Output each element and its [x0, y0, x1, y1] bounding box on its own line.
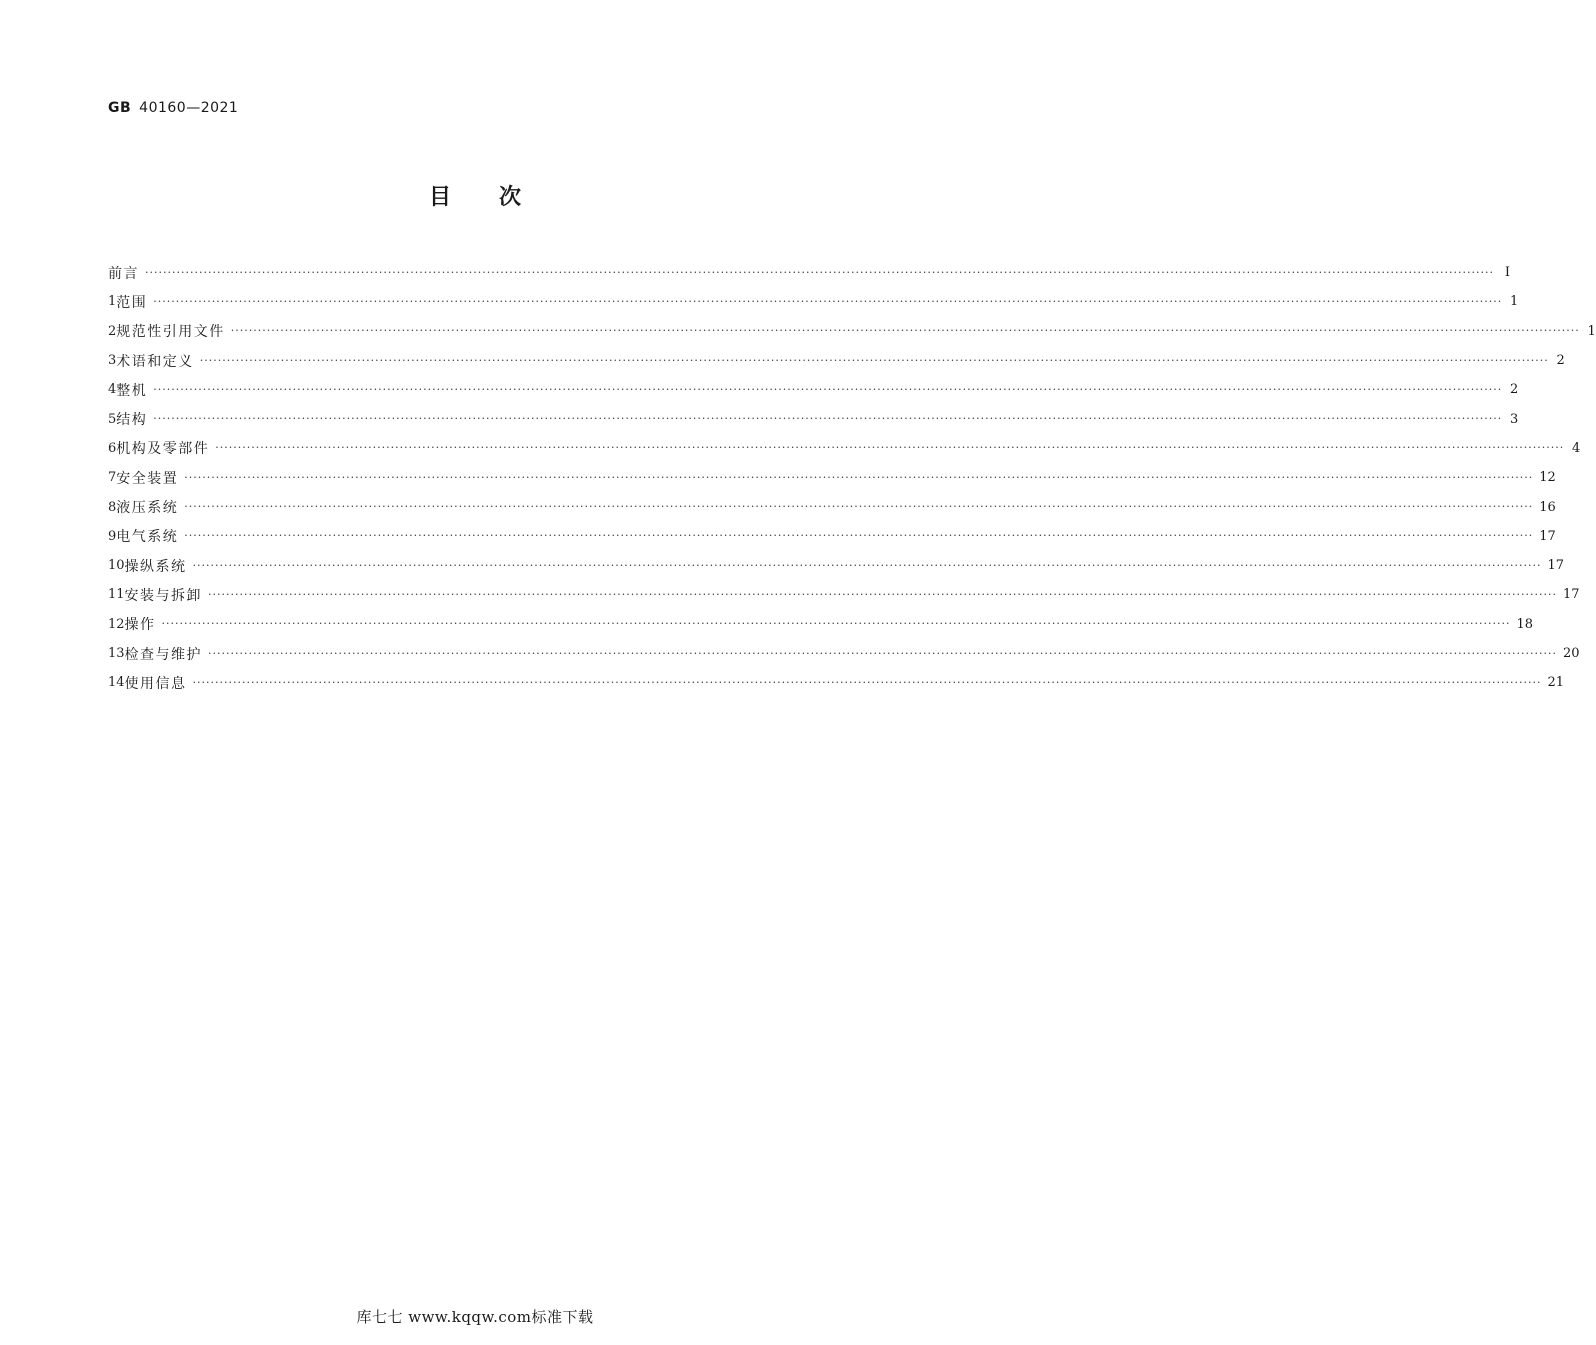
toc-entry-label: 机构及零部件	[116, 441, 210, 458]
toc-entry[interactable]	[108, 463, 1556, 492]
toc-entry[interactable]	[108, 492, 1556, 521]
toc-entry-page: 17	[1563, 587, 1580, 603]
toc-leader-dots: ············································································································································································································································································································	[215, 441, 1565, 455]
toc-entry-page: 1	[1509, 294, 1519, 310]
toc-entry-number: 6	[108, 440, 117, 456]
toc-title: 目次	[428, 185, 569, 210]
toc-entry-label: 术语和定义	[116, 353, 194, 370]
toc-entry-label: 范围	[116, 294, 148, 311]
standard-prefix: GB	[108, 100, 132, 116]
standard-number: 40160—2021	[139, 100, 239, 116]
toc-entry[interactable]	[108, 639, 1580, 668]
toc-entry[interactable]	[108, 434, 1581, 463]
toc-entry-number: 13	[108, 646, 125, 661]
toc-leader-dots: ············································································································································································································································································································	[208, 587, 1558, 601]
toc-entry-number: 10	[108, 558, 125, 574]
toc-entry-number: 11	[108, 587, 125, 603]
toc-entry-label: 整机	[116, 382, 148, 399]
toc-entry-number: 1	[108, 294, 117, 310]
toc-entry-page: 21	[1547, 675, 1565, 691]
toc-entry-label: 液压系统	[116, 500, 179, 517]
toc-entry-number: 3	[108, 353, 117, 369]
toc-entry-page: 18	[1516, 616, 1534, 632]
toc-leader-dots: ············································································································································································································································································································	[184, 500, 1534, 514]
toc-entry-number: 9	[108, 528, 117, 544]
toc-entry-number: 12	[108, 616, 125, 632]
toc-entry-page: 4	[1571, 440, 1581, 456]
toc-entry[interactable]	[108, 404, 1519, 433]
toc-entry[interactable]	[108, 551, 1565, 580]
toc-entry-page: 1	[1587, 323, 1596, 339]
toc-entry-label: 安装与拆卸	[124, 587, 203, 604]
toc-entry-label: 检查与维护	[124, 646, 203, 663]
toc-entry-label: 前言	[108, 265, 139, 282]
toc-entry-page: Ⅰ	[1504, 265, 1510, 281]
toc-leader-dots: ············································································································································································································································································································	[153, 294, 1503, 308]
toc-entry-label: 使用信息	[124, 675, 187, 692]
toc-entry[interactable]	[108, 317, 1596, 346]
toc-entry-number: 14	[108, 675, 125, 691]
toc-entry-label: 规范性引用文件	[116, 324, 225, 341]
toc-leader-dots: ············································································································································································································································································································	[192, 558, 1542, 572]
toc-entry-number: 5	[108, 411, 117, 427]
toc-entry-page: 16	[1539, 499, 1556, 515]
toc-entry-label: 安全装置	[116, 470, 179, 487]
toc-entry[interactable]	[108, 522, 1556, 551]
toc-leader-dots: ············································································································································································································································································································	[192, 675, 1542, 689]
footer-watermark: 库七七 www.kqqw.com标准下载	[356, 1308, 594, 1326]
toc-entry-page: 2	[1509, 382, 1519, 398]
toc-entry[interactable]	[108, 287, 1519, 316]
toc-entry[interactable]	[108, 375, 1519, 404]
page-header	[108, 100, 238, 116]
toc-entry-number: 7	[108, 470, 117, 486]
toc-entry-label: 操作	[124, 617, 156, 634]
toc-leader-dots: ············································································································································································································································································································	[184, 529, 1534, 543]
toc-leader-dots: ············································································································································································································································································································	[145, 265, 1494, 279]
toc-entry-number: 8	[108, 499, 117, 515]
toc-entry-page: 12	[1539, 470, 1556, 486]
toc-entry-label: 电气系统	[116, 529, 179, 546]
toc-entry-label: 结构	[116, 412, 148, 429]
toc-entry[interactable]	[108, 580, 1580, 609]
toc-entry-label: 操纵系统	[124, 558, 187, 575]
toc-entry-number: 4	[108, 382, 117, 398]
toc-entry-page: 3	[1509, 411, 1519, 427]
toc-entry-page: 20	[1563, 646, 1580, 661]
toc-leader-dots: ············································································································································································································································································································	[230, 324, 1580, 338]
toc-entry-page: 2	[1556, 353, 1565, 369]
toc-leader-dots: ············································································································································································································································································································	[153, 382, 1503, 396]
toc-entry-page: 17	[1547, 558, 1565, 574]
toc-entry-number: 2	[108, 323, 117, 339]
toc-entry-page: 17	[1539, 528, 1556, 544]
toc-entry[interactable]	[108, 258, 1510, 287]
toc-leader-dots: ············································································································································································································································································································	[161, 617, 1511, 631]
toc-leader-dots: ············································································································································································································································································································	[199, 353, 1549, 367]
toc-entry[interactable]	[108, 610, 1534, 639]
toc-entry[interactable]	[108, 668, 1565, 697]
toc-entry[interactable]	[108, 346, 1565, 375]
table-of-contents	[108, 258, 1596, 697]
toc-leader-dots: ············································································································································································································································································································	[153, 412, 1503, 426]
toc-leader-dots: ············································································································································································································································································································	[184, 470, 1534, 484]
toc-leader-dots: ············································································································································································································································································································	[208, 646, 1558, 660]
